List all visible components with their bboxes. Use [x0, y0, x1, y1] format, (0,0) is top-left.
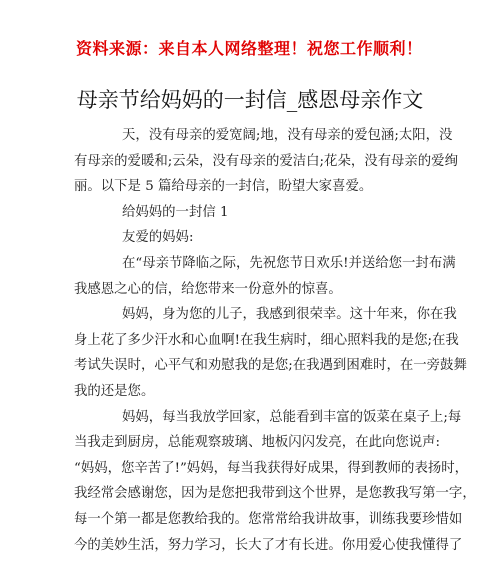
body-line: 在“母亲节降临之际，先祝您节日欢乐!并送给您一封布满: [122, 255, 456, 271]
body-line: 我的还是您。: [74, 383, 155, 399]
body-line: 我经常会感谢您，因为是您把我带到这个世界，是您教我写第一字，: [74, 486, 476, 502]
source-banner: 资料来源：来自本人网络整理！祝您工作顺利！: [76, 39, 423, 58]
body-line: 妈妈，身为您的儿子，我感到很荣幸。这十年来，你在我: [122, 307, 457, 323]
body-line: 每一个第一都是您教给我的。您常常给我讲故事，训练我要珍惜如: [74, 511, 463, 527]
body-line: 当我走到厨房，总能观察玻璃、地板闪闪发亮，在此向您说声:: [74, 435, 441, 451]
body-line: 友爱的妈妈:: [122, 230, 194, 246]
body-line: “妈妈，您辛苦了!”妈妈，每当我获得好成果，得到教师的表扬时，: [74, 460, 469, 476]
body-line: 身上花了多少汗水和心血啊!在我生病时，细心照料我的是您;在我: [74, 332, 459, 348]
body-line: 考试失误时，心平气和劝慰我的是您;在我遇到困难时，在一旁鼓舞: [74, 358, 467, 374]
body-line: 给妈妈的一封信 1: [122, 204, 229, 220]
body-line: 妈妈，每当我放学回家，总能看到丰富的饭菜在桌子上;每: [122, 409, 462, 425]
body-line: 今的美妙生活，努力学习，长大了才有长进。你用爱心使我懂得了: [74, 537, 463, 553]
body-line: 有母亲的爱暖和;云朵，没有母亲的爱洁白;花朵，没有母亲的爱绚: [74, 153, 458, 169]
document-title: 母亲节给妈妈的一封信_感恩母亲作文: [76, 88, 424, 112]
body-line: 丽。以下是 5 篇给母亲的一封信，盼望大家喜爱。: [74, 179, 373, 195]
body-line: 天，没有母亲的爱宽阔;地，没有母亲的爱包涵;太阳，没: [122, 128, 453, 143]
body-line: 我感恩之心的信，给您带来一份意外的惊喜。: [74, 281, 342, 297]
letter-body: [74, 123, 476, 558]
